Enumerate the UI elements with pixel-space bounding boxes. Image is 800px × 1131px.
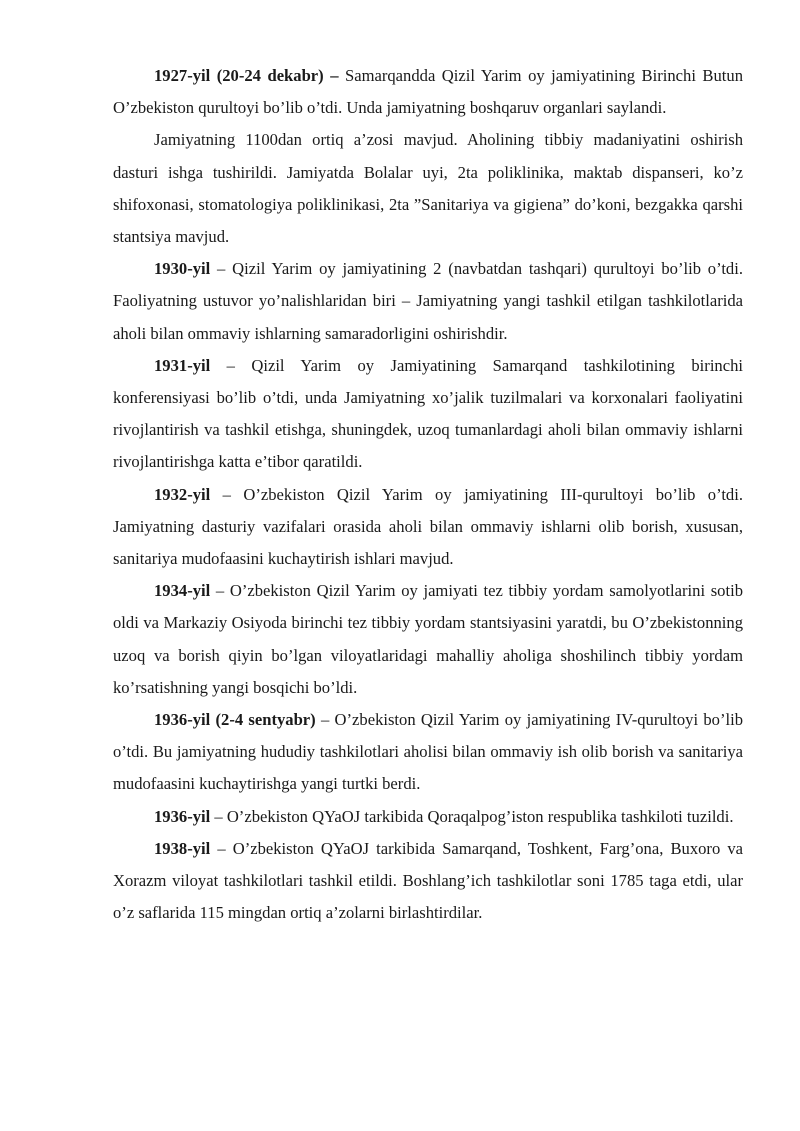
paragraph-membership: [113, 124, 743, 253]
paragraph-text: Jamiyatning 1100dan ortiq a’zosi mavjud. Aholining tibbiy madaniyatini oshirish dasturi ishga tushirildi. Jamiyatda Bolalar uyi, 2ta poliklinika, maktab dispanseri, ko’z shifoxonasi, stomatologiya poliklinikasi, 2ta ”Sanitariya va gigiena” do’koni, bezgakka qarshi stantsiya mavjud.: [113, 130, 743, 247]
paragraph-text: – O’zbekiston Qizil Yarim oy jamiyatining IV-qurultoyi bo’lib o’tdi. Bu jamiyatning hududiy tashkilotlari aholisi bilan ommaviy ish olib borish va sanitariya mudofaasini kuchaytirishga yangi turtki berdi.: [113, 710, 743, 794]
paragraph-1931: [113, 350, 743, 479]
paragraph-1936-karakalpak: [113, 801, 743, 833]
paragraph-text: Samarqandda Qizil Yarim oy jamiyatining Birinchi Butun O’zbekiston qurultoyi bo’lib o’tdi. Unda jamiyatning boshqaruv organlari saylandi.: [113, 66, 743, 118]
paragraph-lead: 1938-yil: [154, 838, 211, 858]
paragraph-text: – Qizil Yarim oy Jamiyatining Samarqand tashkilotining birinchi konferensiyasi bo’lib o’tdi, unda Jamiyatning xo’jalik tuzilmalari va korxonalari faoliyatini rivojlantirish va tashkil etishga, shuningdek, uzoq tumanlardagi aholi bilan ommaviy ishlarni rivojlantirishga katta e’tibor qaratildi.: [113, 355, 743, 472]
paragraph-1936-congress: [113, 704, 743, 801]
paragraph-text: – O’zbekiston Qizil Yarim oy jamiyati tez tibbiy yordam samolyotlarini sotib oldi va Markaziy Osiyoda birinchi tez tibbiy yordam stantsiyasini yaratdi, bu O’zbekistonning uzoq va borish qiyin bo’lgan viloyatlaridagi mahalliy aholiga shoshilinch tibbiy yordam ko’rsatishning yangi bosqichi bo’ldi.: [113, 581, 743, 697]
paragraph-lead: 1930-yil: [154, 259, 211, 279]
paragraph-lead: 1932-yil: [154, 484, 211, 504]
paragraph-1938: [113, 833, 743, 930]
paragraph-1930: [113, 253, 743, 350]
document-page: [113, 60, 743, 929]
paragraph-text: – O’zbekiston QYaOJ tarkibida Samarqand, Toshkent, Farg’ona, Buxoro va Xorazm viloyat tashkilotlari tashkil etildi. Boshlang’ich tashkilotlar soni 1785 taga etdi, ular o’z saflarida 115 mingdan ortiq a’zolarni birlashtirdilar.: [113, 838, 743, 923]
paragraph-text: – O’zbekiston Qizil Yarim oy jamiyatining III-qurultoyi bo’lib o’tdi. Jamiyatning dasturiy vazifalari orasida aholi bilan ommaviy ishlarni olib borish, xususan, sanitariya mudofaasini kuchaytirish ishlari mavjud.: [113, 484, 743, 569]
paragraph-1934: [113, 575, 743, 704]
paragraph-1932: [113, 479, 743, 576]
paragraph-lead: 1934-yil: [154, 581, 211, 601]
paragraph-lead: 1931-yil: [154, 355, 211, 375]
paragraph-lead: 1936-yil: [154, 806, 211, 826]
paragraph-1927: [113, 60, 743, 124]
paragraph-text: – Qizil Yarim oy jamiyatining 2 (navbatdan tashqari) qurultoyi bo’lib o’tdi. Faoliyatning ustuvor yo’nalishlaridan biri – Jamiyatning yangi tashkil etilgan tashkilotlarida aholi bilan ommaviy ishlarning samaradorligini oshirishdir.: [113, 259, 743, 343]
paragraph-lead: 1936-yil (2-4 sentyabr): [154, 710, 316, 730]
paragraph-lead: 1927-yil (20-24 dekabr) –: [154, 66, 339, 85]
paragraph-text: – O’zbekiston QYaOJ tarkibida Qoraqalpog’iston respublika tashkiloti tuzildi.: [210, 806, 734, 826]
